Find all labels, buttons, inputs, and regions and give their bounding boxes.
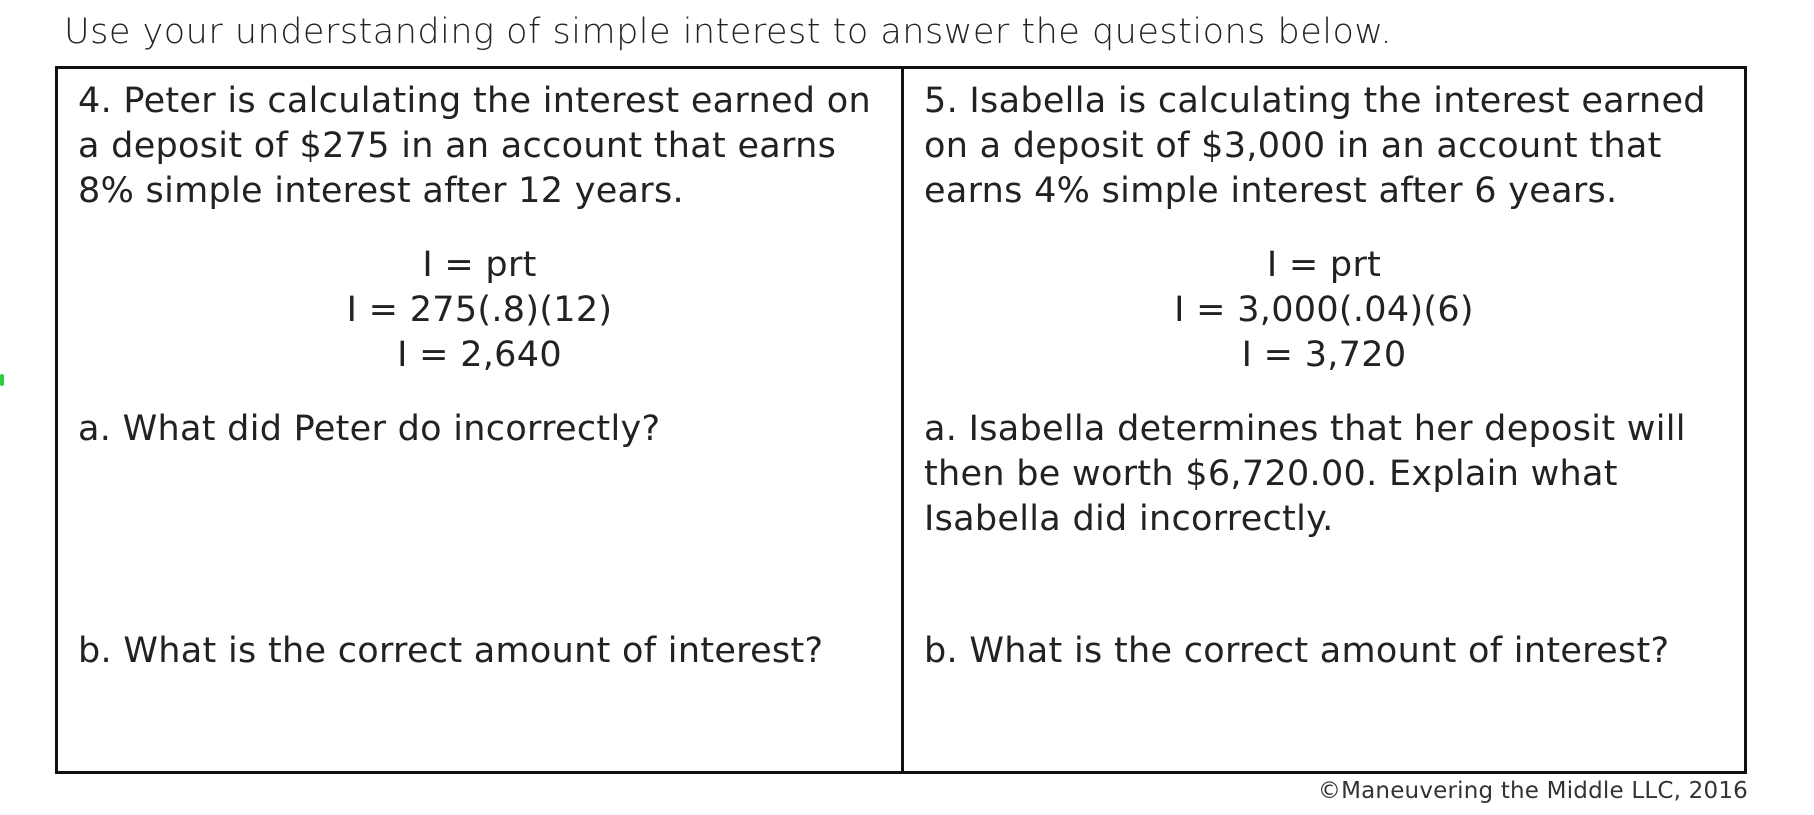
problem-4-cell: [58, 69, 901, 771]
copyright-notice: ©Maneuvering the Middle LLC, 2016: [1317, 778, 1748, 804]
work-line-formula: I = prt: [1266, 245, 1382, 285]
work-line-result: I = 2,640: [397, 335, 562, 375]
instructions-heading: Use your understanding of simple interest to answer the questions below.: [64, 12, 1392, 52]
problem-5-prompt: 5. Isabella is calculating the interest earned on a deposit of $3,000 in an account that earns 4% simple interest after 6 years.: [924, 81, 1706, 211]
problem-5-work: [904, 243, 1744, 378]
problem-4-prompt: 4. Peter is calculating the interest earned on a deposit of $275 in an account that earns 8% simple interest after 12 years.: [78, 81, 871, 211]
problem-5-question-b: b. What is the correct amount of interest?: [924, 631, 1670, 671]
problem-5-question-a: a. Isabella determines that her deposit will then be worth $6,720.00. Explain what Isabella did incorrectly.: [924, 409, 1686, 539]
problem-4-question-b: b. What is the correct amount of interest?: [78, 631, 824, 671]
problem-4-question-a: a. What did Peter do incorrectly?: [78, 409, 661, 449]
green-margin-mark: [0, 374, 4, 386]
work-line-substitution: I = 275(.8)(12): [346, 290, 613, 330]
worksheet-table: [55, 66, 1747, 774]
work-line-substitution: I = 3,000(.04)(6): [1174, 290, 1474, 330]
work-line-result: I = 3,720: [1241, 335, 1407, 375]
problem-4-work: [58, 243, 901, 378]
work-line-formula: I = prt: [422, 245, 537, 285]
problem-5-cell: [901, 69, 1744, 771]
